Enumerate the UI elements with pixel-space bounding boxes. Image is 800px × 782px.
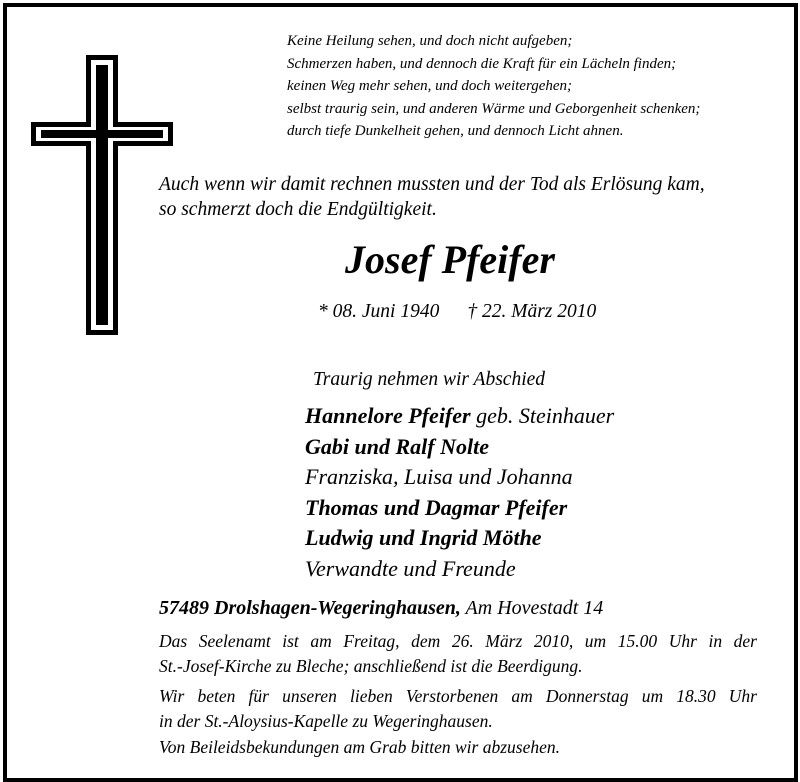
address-city: 57489 Drolshagen-Wegeringhausen, <box>159 597 461 619</box>
poem-line: durch tiefe Dunkelheit gehen, und dennoch Licht ahnen. <box>287 123 624 140</box>
deceased-name: Josef Pfeifer <box>345 237 555 282</box>
mourner-line <box>305 432 614 463</box>
cross-icon <box>31 55 173 335</box>
prayer-notice-line: Wir beten für unseren lieben Verstorbenen am Donnerstag um 18.30 Uhr <box>159 686 757 706</box>
mourner-name: Gabi und Ralf Nolte <box>305 433 489 459</box>
birth-date: * 08. Juni 1940 <box>318 301 440 322</box>
address-street: Am Hovestadt 14 <box>460 597 604 619</box>
mourners-heading: Traurig nehmen wir Abschied <box>313 369 546 390</box>
mourners-list <box>305 401 614 584</box>
mourner-line <box>305 554 614 585</box>
poem-line: keinen Weg mehr sehen, und doch weitergehen; <box>287 78 573 95</box>
intro-text <box>159 172 705 222</box>
mourner-note: Franziska, Luisa und Johanna <box>305 464 573 489</box>
mourner-line <box>305 462 614 493</box>
poem-line: selbst traurig sein, und anderen Wärme und Geborgenheit schenken; <box>287 100 701 117</box>
funeral-notice-line: Das Seelenamt ist am Freitag, dem 26. März 2010, um 15.00 Uhr in der <box>159 631 757 651</box>
mourner-note: Verwandte und Freunde <box>305 555 516 581</box>
mourner-line <box>305 523 614 554</box>
life-dates <box>318 301 596 323</box>
poem-line: Schmerzen haben, und dennoch die Kraft für ein Lächeln finden; <box>287 55 677 72</box>
intro-line: so schmerzt doch die Endgültigkeit. <box>159 199 437 220</box>
intro-line: Auch wenn wir damit rechnen mussten und der Tod als Erlösung kam, <box>159 174 705 195</box>
death-date: † 22. März 2010 <box>467 301 597 322</box>
mourner-line <box>305 401 614 432</box>
address <box>159 597 603 620</box>
mourner-note: geb. Steinhauer <box>470 403 615 428</box>
funeral-notice-line: St.-Josef-Kirche zu Bleche; anschließend ist die Beerdigung. <box>159 655 583 676</box>
poem-line: Keine Heilung sehen, und doch nicht aufgeben; <box>287 33 573 49</box>
prayer-notice-line: in der St.-Aloysius-Kapelle zu Wegeringhausen. <box>159 710 493 731</box>
prayer-notice <box>159 684 757 733</box>
mourner-name: Hannelore Pfeifer <box>305 403 471 428</box>
condolences-notice: Von Beileidsbekundungen am Grab bitten wir abzusehen. <box>159 737 560 757</box>
mourner-name: Ludwig und Ingrid Möthe <box>305 525 542 550</box>
funeral-notice <box>159 629 757 678</box>
poem <box>287 30 700 143</box>
mourner-line <box>305 493 614 524</box>
mourner-name: Thomas und Dagmar Pfeifer <box>305 494 568 520</box>
